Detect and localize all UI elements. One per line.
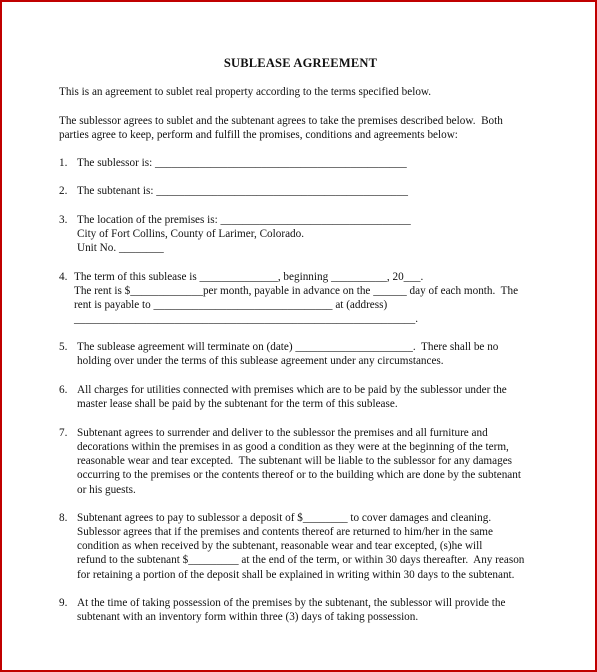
item-line: City of Fort Collins, County of Larimer, Colorado. xyxy=(77,228,305,240)
item-line: refund to the subtenant $_________ at the end of the term, or within 30 days thereafter. Any reason xyxy=(77,554,525,566)
item-line: holding over under the terms of this sublease agreement under any circumstances. xyxy=(77,355,444,367)
item-line: At the time of taking possession of the premises by the subtenant, the sublessor will provide the xyxy=(77,597,506,609)
item-number: 1. xyxy=(59,157,68,169)
item-line: The subtenant is: _____________________________________________ xyxy=(77,185,408,197)
item-line: condition as when received by the subtenant, reasonable wear and tear excepted, (s)he will xyxy=(77,540,483,552)
item-number: 9. xyxy=(59,597,68,609)
item-number: 2. xyxy=(59,185,68,197)
paragraph-line: The sublessor agrees to sublet and the subtenant agrees to take the premises described below. Both xyxy=(59,115,503,127)
intro-paragraph: This is an agreement to sublet real property according to the terms specified below. xyxy=(59,86,432,98)
item-line: decorations within the premises in as good a condition as they were at the beginning of the term, xyxy=(77,441,509,453)
item-number: 5. xyxy=(59,341,68,353)
item-line: Subtenant agrees to pay to sublessor a deposit of $________ to cover damages and cleaning. xyxy=(77,512,492,524)
item-line: The sublease agreement will terminate on (date) _____________________. There shall be no xyxy=(77,341,499,353)
item-line: subtenant with an inventory form within three (3) days of taking possession. xyxy=(77,611,419,623)
item-number: 6. xyxy=(59,384,68,396)
item-line: rent is payable to ________________________________ at (address) xyxy=(74,299,388,311)
item-line: Subtenant agrees to surrender and deliver to the sublessor the premises and all furniture and xyxy=(77,427,488,439)
item-line: for retaining a portion of the deposit shall be explained in writing within 30 days to the subtenant. xyxy=(77,569,515,581)
item-number: 4. xyxy=(59,271,68,283)
item-line: occurring to the premises or the contents thereof or to the building which are done by the subtenant xyxy=(77,469,521,481)
item-number: 3. xyxy=(59,214,68,226)
item-number: 7. xyxy=(59,427,68,439)
document-title: SUBLEASE AGREEMENT xyxy=(223,56,378,70)
item-line: The sublessor is: _____________________________________________ xyxy=(77,157,407,169)
item-line: The term of this sublease is ______________, beginning __________, 20___. xyxy=(74,271,424,283)
item-line: or his guests. xyxy=(77,484,136,496)
item-line: All charges for utilities connected with premises which are to be paid by the sublessor under the xyxy=(77,384,507,396)
item-line: Unit No. ________ xyxy=(77,242,164,254)
item-line: master lease shall be paid by the subtenant for the term of this sublease. xyxy=(77,398,398,410)
item-line: reasonable wear and tear excepted. The subtenant will be liable to the sublessor for any damages xyxy=(77,455,513,467)
item-line: The rent is $_____________per month, payable in advance on the ______ day of each month. The xyxy=(74,285,519,297)
item-line: _____________________________________________________________. xyxy=(74,313,419,325)
item-line: Sublessor agrees that if the premises and contents thereof are returned to him/her in the same xyxy=(77,526,493,538)
item-line: The location of the premises is: __________________________________ xyxy=(77,214,411,226)
paragraph-line: parties agree to keep, perform and fulfill the promises, conditions and agreements below: xyxy=(59,129,458,141)
item-number: 8. xyxy=(59,512,68,524)
